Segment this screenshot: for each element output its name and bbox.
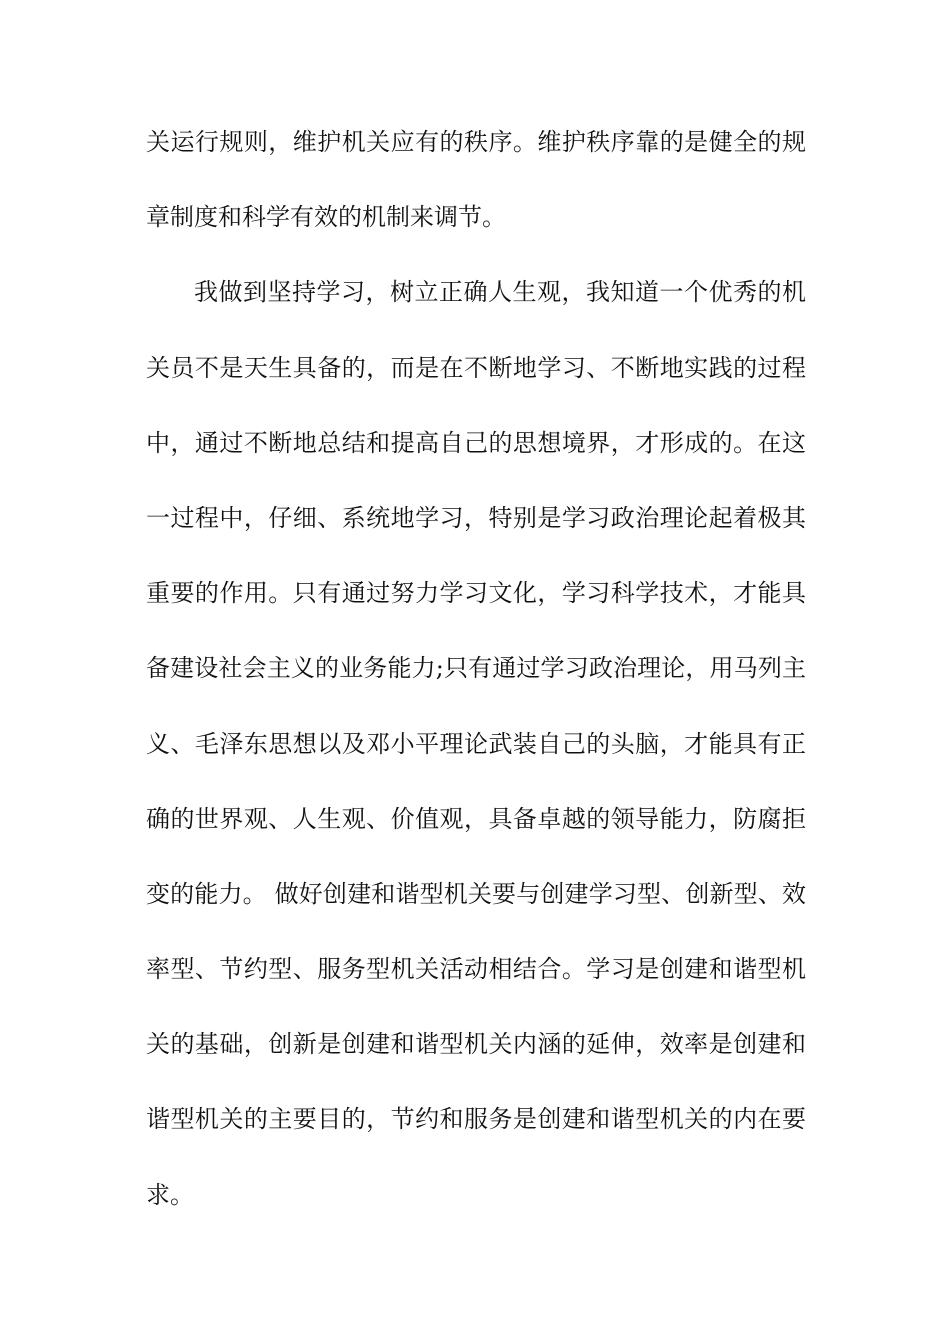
text-line-6: 一过程中，仔细、系统地学习，特别是学习政治理论起着极其	[146, 503, 806, 532]
text-line-10: 确的世界观、人生观、价值观，具备卓越的领导能力，防腐拒	[146, 804, 806, 833]
body-text	[146, 130, 806, 1258]
text-line-8: 备建设社会主义的业务能力;只有通过学习政治理论，用马列主	[146, 654, 806, 683]
text-line-11: 变的能力。 做好创建和谐型机关要与创建学习型、创新型、效	[146, 879, 806, 908]
text-line-14: 谐型机关的主要目的，节约和服务是创建和谐型机关的内在要	[146, 1105, 806, 1134]
text-line-2: 章制度和科学有效的机制来调节。	[146, 203, 506, 232]
text-line-13: 关的基础，创新是创建和谐型机关内涵的延伸，效率是创建和	[146, 1030, 806, 1059]
text-line-9: 义、毛泽东思想以及邓小平理论武装自己的头脑，才能具有正	[146, 729, 806, 758]
text-line-12: 率型、节约型、服务型机关活动相结合。学习是创建和谐型机	[146, 955, 806, 984]
text-line-1: 关运行规则，维护机关应有的秩序。维护秩序靠的是健全的规	[146, 128, 806, 156]
text-line-15: 求。	[146, 1180, 194, 1209]
text-line-3: 我做到坚持学习，树立正确人生观，我知道一个优秀的机	[194, 278, 806, 307]
text-line-4: 关员不是天生具备的，而是在不断地学习、不断地实践的过程	[146, 353, 806, 382]
text-line-5: 中，通过不断地总结和提高自己的思想境界，才形成的。在这	[146, 428, 806, 457]
text-line-7: 重要的作用。只有通过努力学习文化，学习科学技术，才能具	[146, 579, 806, 608]
